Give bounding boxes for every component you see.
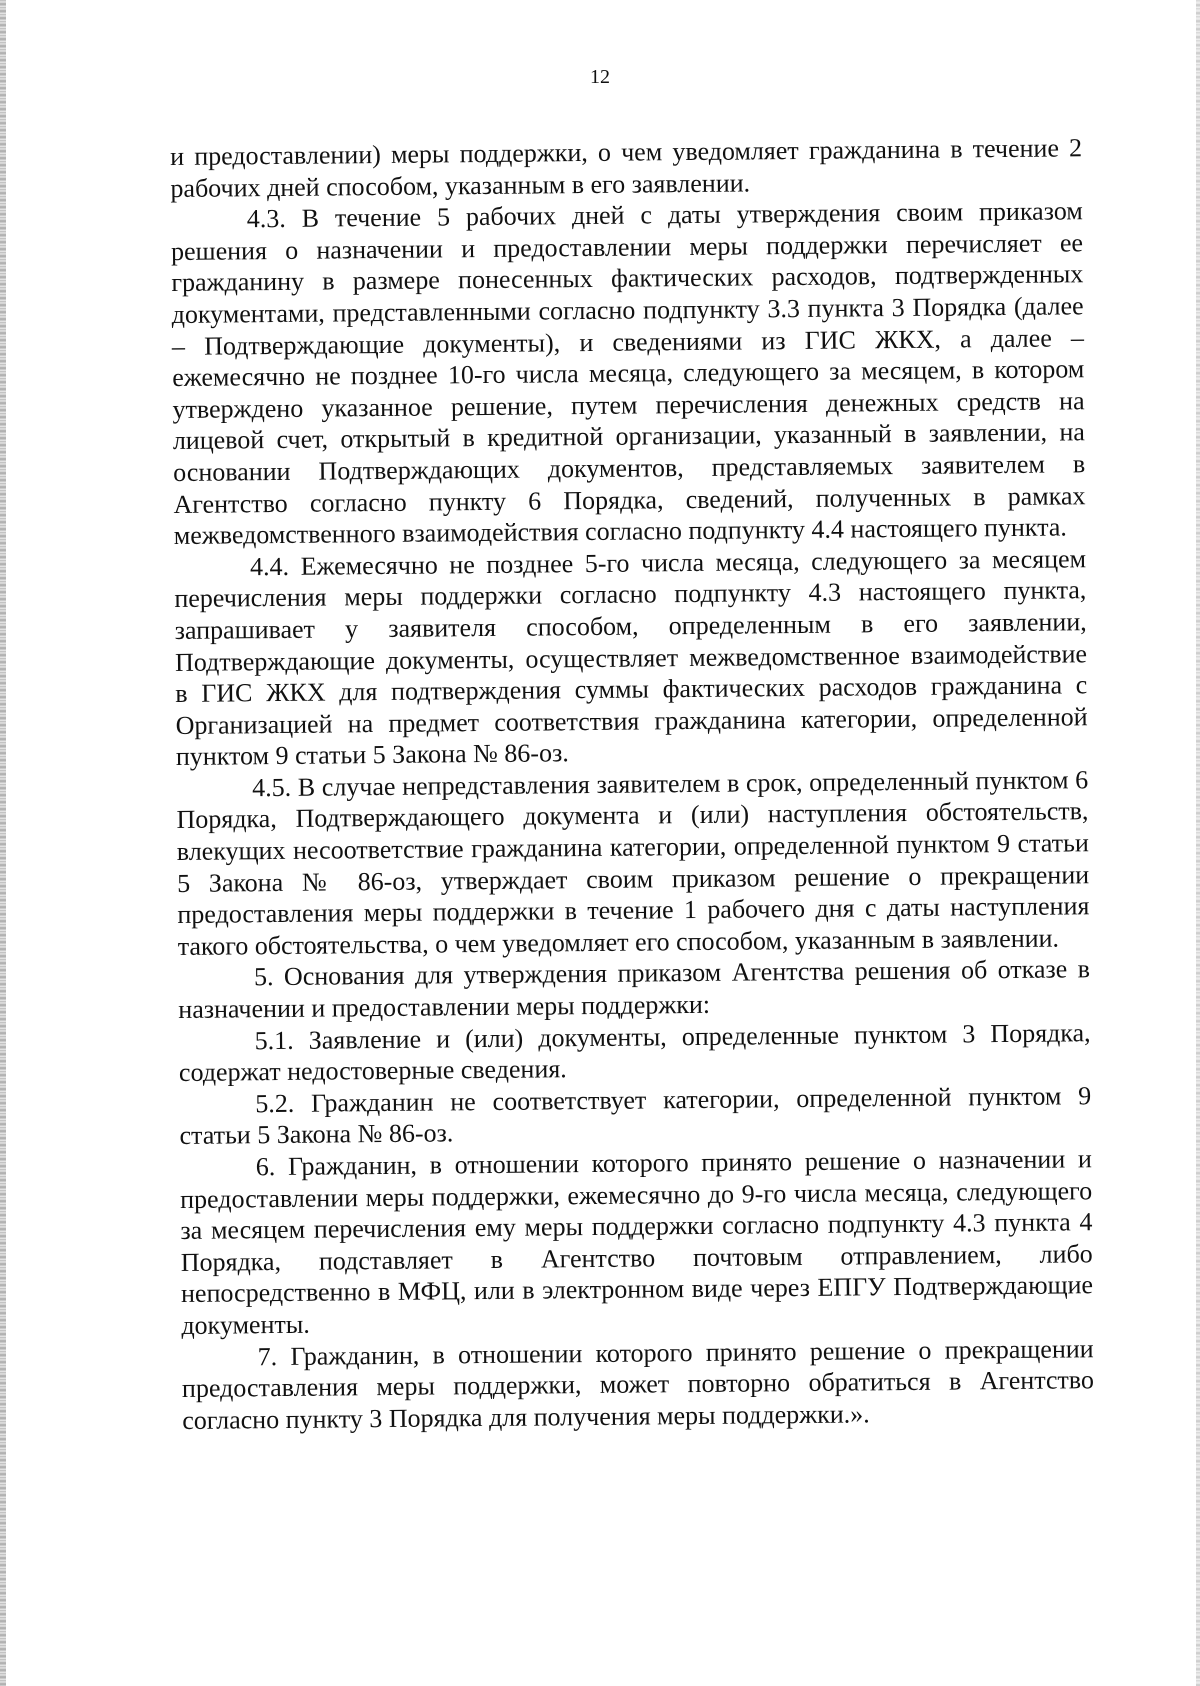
scan-edge-left xyxy=(0,0,6,1686)
paragraph-continuation: и предоставлении) меры поддержки, о чем уведомляет гражданина в течение 2 рабочих дней способом, указанным в его заявлении. xyxy=(170,133,1083,203)
paragraph-5: 5. Основания для утверждения приказом Агентства решения об отказе в назначении и предоставлении меры поддержки: xyxy=(178,954,1091,1024)
paragraph-4-4: 4.4. Ежемесячно не позднее 5-го числа месяца, следующего за месяцем перечисления меры поддержки согласно подпункту 4.3 настоящего пункта, запрашивает у заявителя способом, определенным в его заявлении, Подтверждающие документы, осуществляет межведомственное взаимодействие в ГИС ЖКХ для подтверждения суммы фактических расходов гражданина с Организацией на предмет соответствия гражданина категории, определенной пунктом 9 статьи 5 Закона № 86-оз. xyxy=(174,543,1088,772)
paragraph-5-2: 5.2. Гражданин не соответствует категории, определенной пунктом 9 статьи 5 Закона № 86-оз. xyxy=(179,1081,1092,1151)
paragraph-5-1: 5.1. Заявление и (или) документы, определенные пунктом 3 Порядка, содержат недостоверные сведения. xyxy=(178,1017,1091,1088)
paragraph-7: 7. Гражданин, в отношении которого принято решение о прекращении предоставления меры поддержки, может повторно обратиться в Агентство согласно пункту 3 Порядка для получения меры поддержки.». xyxy=(181,1333,1095,1435)
paragraph-6: 6. Гражданин, в отношении которого принято решение о назначении и предоставлении меры поддержки, ежемесячно до 9-го числа месяца, следующего за месяцем перечисления ему меры поддержки согласно подпункту 4.3 пункта 4 Порядка, подставляет в Агентство почтовым отправлением, либо непосредственно в МФЦ, или в электронном виде через ЕПГУ Подтверждающие документы. xyxy=(180,1144,1094,1340)
page-number: 12 xyxy=(590,66,610,88)
paragraph-4-3: 4.3. В течение 5 рабочих дней с даты утверждения своим приказом решения о назначении и предоставлении меры поддержки перечисляет ее гражданину в размере понесенных фактических расходов, подтвержденных документами, представленными согласно подпункту 3.3 пункта 3 Порядка (далее – Подтверждающие документы), и сведениями из ГИС ЖКХ, а далее – ежемесячно не позднее 10-го числа месяца, следующего за месяцем, в котором утверждено указанное решение, путем перечисления денежных средств на лицевой счет, открытый в кредитной организации, указанный в заявлении, на основании Подтверждающих документов, представляемых заявителем в Агентство согласно пункту 6 Порядка, сведений, полученных в рамках межведомственного взаимодействия согласно подпункту 4.4 настоящего пункта. xyxy=(170,196,1086,551)
paragraph-4-5: 4.5. В случае непредставления заявителем в срок, определенный пунктом 6 Порядка, Подтверждающего документа и (или) наступления обстоятельств, влекущих несоответствие гражданина категории, определенной пунктом 9 статьи 5 Закона № 86-оз, утверждает своим приказом решение о прекращении предоставления меры поддержки в течение 1 рабочего дня с даты наступления такого обстоятельства, о чем уведомляет его способом, указанным в заявлении. xyxy=(176,765,1090,961)
scan-edge-right xyxy=(1196,0,1200,1686)
document-body xyxy=(170,132,1094,1436)
